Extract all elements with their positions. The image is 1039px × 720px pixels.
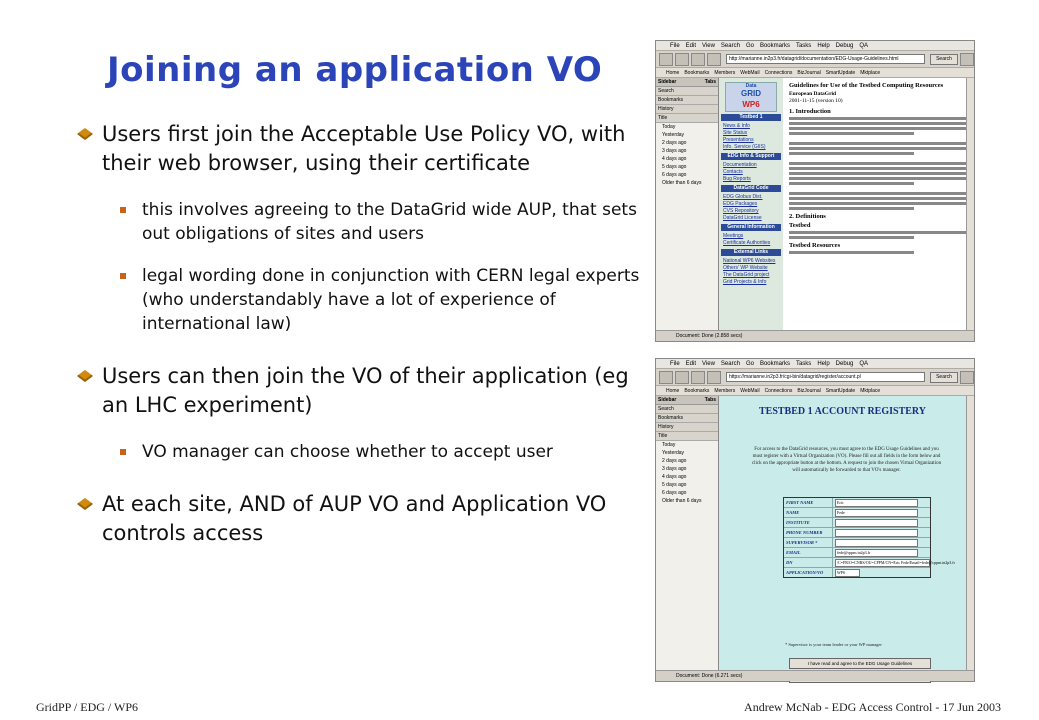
stop-button[interactable] xyxy=(707,371,721,384)
menu-bookmarks[interactable]: Bookmarks xyxy=(759,360,790,367)
square-bullet-icon xyxy=(120,207,126,213)
toolbar-mktplace[interactable]: Mktplace xyxy=(860,387,881,394)
registry-intro: For access to the DataGrid resources, you must agree to the EDG Usage Guidelines and you must register with a Virtual Organization (VO). Please fill out all fields in the form below and click on the appropriate button at the bottom. A request to join the chosen Virtual Organization will automatically be forwarded to that VO's manager. xyxy=(751,447,942,473)
history-item[interactable]: 5 days ago xyxy=(662,164,687,170)
browser-sidebar xyxy=(656,78,719,331)
nav-link[interactable]: News & Info xyxy=(723,123,750,129)
registration-form xyxy=(783,497,955,578)
history-item[interactable]: 4 days ago xyxy=(662,474,687,480)
diamond-bullet-icon xyxy=(77,370,93,382)
nav-link[interactable]: Others' WP Website xyxy=(723,265,768,271)
sub-bullet-2a xyxy=(80,440,640,464)
browser-screenshot-registry xyxy=(655,358,975,682)
menu-help[interactable]: Help xyxy=(817,360,830,367)
sidebar-tab-search[interactable]: Search xyxy=(656,405,718,414)
history-item[interactable]: Older than 6 days xyxy=(662,498,702,504)
text-line xyxy=(789,231,968,234)
text-line xyxy=(789,251,914,254)
text-line xyxy=(789,177,968,180)
field-label: DN xyxy=(784,558,833,567)
text-line xyxy=(789,207,914,210)
field-label: INSTITUTE xyxy=(784,518,833,527)
toolbar-smartupdate[interactable]: SmartUpdate xyxy=(825,69,856,76)
diamond-bullet-icon xyxy=(77,498,93,510)
history-item[interactable]: 2 days ago xyxy=(662,458,687,464)
toolbar-bookmarks[interactable]: Bookmarks xyxy=(684,69,710,76)
supervisor-note: * Supervisor is your team leader or your WP manager xyxy=(785,642,882,647)
square-bullet-icon xyxy=(120,273,126,279)
search-button[interactable]: Search xyxy=(930,54,958,65)
page-content xyxy=(719,78,974,331)
menu-tasks[interactable]: Tasks xyxy=(795,360,812,367)
scrollbar[interactable] xyxy=(966,78,974,331)
sidebar-tab-bookmarks[interactable]: Bookmarks xyxy=(656,414,718,423)
toolbar-webmail[interactable]: WebMail xyxy=(740,387,760,394)
menu-file[interactable]: File xyxy=(670,42,680,49)
url-field[interactable]: http://marianne.in2p3.fr/datagrid/documentation/EDG-Usage-Guidelines.html xyxy=(726,54,925,64)
menu-bookmarks[interactable]: Bookmarks xyxy=(759,42,790,49)
slide-bullets xyxy=(80,120,640,568)
menu-debug[interactable]: Debug xyxy=(835,360,854,367)
search-button[interactable]: Search xyxy=(930,372,958,383)
text-line xyxy=(789,147,968,150)
form-row xyxy=(784,528,930,538)
history-item[interactable]: Yesterday xyxy=(662,450,685,456)
doc-heading-definitions: 2. Definitions xyxy=(789,213,826,220)
text-line xyxy=(789,162,968,165)
form-row xyxy=(784,538,930,548)
guidelines-document xyxy=(783,78,974,331)
toolbar-home[interactable]: Home xyxy=(666,69,680,76)
nav-header: General Information xyxy=(721,224,781,231)
url-field[interactable]: https://marianne.in2p3.fr/cgi-bin/datagrid/register/account.pl xyxy=(726,372,925,382)
footer-left: GridPP / EDG / WP6 xyxy=(36,700,139,714)
agree-button[interactable]: I have read and agree to the EDG Usage Guidelines xyxy=(789,658,931,669)
text-line xyxy=(789,167,968,170)
field-label: SUPERVISOR * xyxy=(784,538,833,547)
form-row xyxy=(784,548,930,558)
name-input[interactable]: Fede xyxy=(835,509,918,517)
history-item[interactable]: 3 days ago xyxy=(662,148,687,154)
doc-heading-introduction: 1. Introduction xyxy=(789,108,831,115)
back-button[interactable] xyxy=(659,53,673,66)
nav-link[interactable]: Grid Projects & Info xyxy=(723,279,767,285)
field-label: NAME xyxy=(784,508,833,517)
site-nav xyxy=(719,78,783,331)
reload-button[interactable] xyxy=(691,53,705,66)
sub-bullet-text: this involves agreeing to the DataGrid wide AUP, that sets out obligations of sites and users xyxy=(142,200,637,244)
personal-toolbar xyxy=(656,68,974,78)
toolbar-bookmarks[interactable]: Bookmarks xyxy=(684,387,710,394)
menu-edit[interactable]: Edit xyxy=(685,360,697,367)
application-vo-select[interactable]: WP6 xyxy=(835,569,860,577)
menu-debug[interactable]: Debug xyxy=(835,42,854,49)
nav-header: Testbed 1 xyxy=(721,114,781,121)
toolbar-connections[interactable]: Connections xyxy=(764,69,793,76)
text-line xyxy=(789,127,968,130)
sub-bullet-text: VO manager can choose whether to accept user xyxy=(142,442,553,462)
toolbar-bizjournal[interactable]: BizJournal xyxy=(797,387,821,394)
history-item[interactable]: Today xyxy=(662,124,676,130)
bullet-text: Users first join the Acceptable Use Policy VO, with their web browser, using their certificate xyxy=(102,122,626,175)
sidebar-tab-history[interactable]: History xyxy=(656,105,718,114)
text-line xyxy=(789,142,968,145)
nav-link[interactable]: Documentation xyxy=(723,162,757,168)
nav-link[interactable]: EDG Packages xyxy=(723,201,758,207)
history-item[interactable]: 6 days ago xyxy=(662,172,687,178)
first-name-input[interactable]: Eric xyxy=(835,499,918,507)
sidebar-tabs-label[interactable]: Tabs xyxy=(704,79,716,85)
nav-link[interactable]: Certificate Authorities xyxy=(723,240,771,246)
field-label: EMAIL xyxy=(784,548,833,557)
personal-toolbar xyxy=(656,386,974,396)
history-item[interactable]: Older than 6 days xyxy=(662,180,702,186)
text-line xyxy=(789,236,914,239)
nav-link[interactable]: Info. Service (GIIS) xyxy=(723,144,766,150)
text-line xyxy=(789,117,968,120)
text-line xyxy=(789,202,968,205)
field-label: APPLICATION/VO xyxy=(784,568,833,577)
phone-number-input[interactable] xyxy=(835,529,918,537)
status-bar: Document: Done (2.858 secs) xyxy=(656,330,974,341)
menu-go[interactable]: Go xyxy=(745,360,754,367)
form-row xyxy=(784,518,930,528)
slide-title: Joining an application VO xyxy=(107,50,603,90)
bullet-text: At each site, AND of AUP VO and Application VO controls access xyxy=(102,492,607,545)
browser-sidebar xyxy=(656,396,719,671)
nav-link[interactable]: Meetings xyxy=(723,233,744,239)
email-input[interactable]: fede@cppm.in2p3.fr xyxy=(835,549,918,557)
toolbar-webmail[interactable]: WebMail xyxy=(740,69,760,76)
nav-link[interactable]: Presentations xyxy=(723,137,754,143)
history-item[interactable]: Today xyxy=(662,442,676,448)
scrollbar[interactable] xyxy=(966,396,974,671)
text-line xyxy=(789,182,914,185)
sidebar-tabs-label[interactable]: Tabs xyxy=(704,397,716,403)
doc-heading-testbed-resources: Testbed Resources xyxy=(789,242,841,249)
dn-input[interactable]: /C=FR/O=CNRS/OU=CPPM/CN=Eric Fede/Email=fede@cppm.in2p3.fr xyxy=(837,560,955,565)
page-content xyxy=(719,396,974,671)
stop-button[interactable] xyxy=(707,53,721,66)
browser-navbar xyxy=(656,51,974,68)
print-button[interactable] xyxy=(960,371,974,384)
sidebar-tab-history[interactable]: History xyxy=(656,423,718,432)
history-item[interactable]: 2 days ago xyxy=(662,140,687,146)
form-row xyxy=(784,508,930,518)
nav-header: DataGrid Code xyxy=(721,185,781,192)
menu-go[interactable]: Go xyxy=(745,42,754,49)
nav-link[interactable]: Bug Reports xyxy=(723,176,751,182)
nav-link[interactable]: National WP6 Websites xyxy=(723,258,776,264)
doc-version: 2001-11-15 (version 10) xyxy=(789,98,843,104)
nav-link[interactable]: Site Status xyxy=(723,130,748,136)
history-item[interactable]: 3 days ago xyxy=(662,466,687,472)
browser-menubar xyxy=(656,41,974,51)
nav-link[interactable]: The DataGrid project xyxy=(723,272,770,278)
datagrid-logo: Data GRID WP6 xyxy=(725,82,777,112)
bullet-3 xyxy=(80,490,640,548)
nav-link[interactable]: DataGrid License xyxy=(723,215,762,221)
browser-menubar xyxy=(656,359,974,369)
bullet-1 xyxy=(80,120,640,178)
toolbar-members[interactable]: Members xyxy=(714,387,736,394)
toolbar-smartupdate[interactable]: SmartUpdate xyxy=(825,387,856,394)
sub-bullet-text: legal wording done in conjunction with CERN legal experts (who understandably have a lot of experience of international law) xyxy=(142,266,640,334)
history-item[interactable]: 6 days ago xyxy=(662,490,687,496)
nav-header: External Links xyxy=(721,249,781,256)
menu-edit[interactable]: Edit xyxy=(685,42,697,49)
forward-button[interactable] xyxy=(675,53,689,66)
menu-file[interactable]: File xyxy=(670,360,680,367)
history-item[interactable]: 5 days ago xyxy=(662,482,687,488)
sub-bullet-1a xyxy=(80,198,640,246)
text-line xyxy=(789,172,968,175)
toolbar-home[interactable]: Home xyxy=(666,387,680,394)
form-row xyxy=(784,558,955,568)
nav-header: EDG Info & Support xyxy=(721,153,781,160)
browser-screenshot-guidelines xyxy=(655,40,975,342)
doc-title: Guidelines for Use of the Testbed Computing Resources xyxy=(789,82,944,89)
nav-link[interactable]: CVS Repository xyxy=(723,208,759,214)
diamond-bullet-icon xyxy=(77,128,93,140)
text-line xyxy=(789,132,914,135)
form-row xyxy=(784,568,930,577)
registry-heading: TESTBED 1 ACCOUNT REGISTERY xyxy=(758,406,926,417)
forward-button[interactable] xyxy=(675,371,689,384)
supervisor-input[interactable] xyxy=(835,539,918,547)
text-line xyxy=(789,122,968,125)
print-button[interactable] xyxy=(960,53,974,66)
menu-tasks[interactable]: Tasks xyxy=(795,42,812,49)
sub-bullet-1b xyxy=(80,264,640,336)
bullet-text: Users can then join the VO of their application (eg an LHC experiment) xyxy=(102,364,629,417)
history-item[interactable]: 4 days ago xyxy=(662,156,687,162)
doc-heading-testbed: Testbed xyxy=(789,222,811,229)
toolbar-bizjournal[interactable]: BizJournal xyxy=(797,69,821,76)
field-label: PHONE NUMBER xyxy=(784,528,833,537)
menu-search[interactable]: Search xyxy=(720,42,740,49)
bullet-2 xyxy=(80,362,640,420)
sidebar-header: Sidebar xyxy=(658,79,677,85)
doc-org: European DataGrid xyxy=(789,91,837,97)
text-line xyxy=(789,192,968,195)
menu-help[interactable]: Help xyxy=(817,42,830,49)
text-line xyxy=(789,152,914,155)
nav-link[interactable]: Contacts xyxy=(723,169,743,175)
field-label: FIRST NAME xyxy=(784,498,833,507)
toolbar-connections[interactable]: Connections xyxy=(764,387,793,394)
browser-navbar xyxy=(656,369,974,386)
institute-input[interactable] xyxy=(835,519,918,527)
history-item[interactable]: Yesterday xyxy=(662,132,685,138)
sidebar-header: Sidebar xyxy=(658,397,677,403)
toolbar-mktplace[interactable]: Mktplace xyxy=(860,69,881,76)
menu-search[interactable]: Search xyxy=(720,360,740,367)
text-line xyxy=(789,197,968,200)
status-bar: Document: Done (6.271 secs) xyxy=(656,670,974,681)
history-column-title[interactable]: Title xyxy=(656,114,718,123)
back-button[interactable] xyxy=(659,371,673,384)
reload-button[interactable] xyxy=(691,371,705,384)
menu-qa[interactable]: QA xyxy=(859,42,869,49)
menu-view[interactable]: View xyxy=(702,42,715,49)
sidebar-tab-search[interactable]: Search xyxy=(656,87,718,96)
form-row xyxy=(784,498,930,508)
toolbar-members[interactable]: Members xyxy=(714,69,736,76)
square-bullet-icon xyxy=(120,449,126,455)
menu-qa[interactable]: QA xyxy=(859,360,869,367)
history-column-title[interactable]: Title xyxy=(656,432,718,441)
footer-right: Andrew McNab - EDG Access Control - 17 Jun 2003 xyxy=(744,700,1001,714)
nav-link[interactable]: EDG Globus Dist. xyxy=(723,194,763,200)
sidebar-tab-bookmarks[interactable]: Bookmarks xyxy=(656,96,718,105)
menu-view[interactable]: View xyxy=(702,360,715,367)
